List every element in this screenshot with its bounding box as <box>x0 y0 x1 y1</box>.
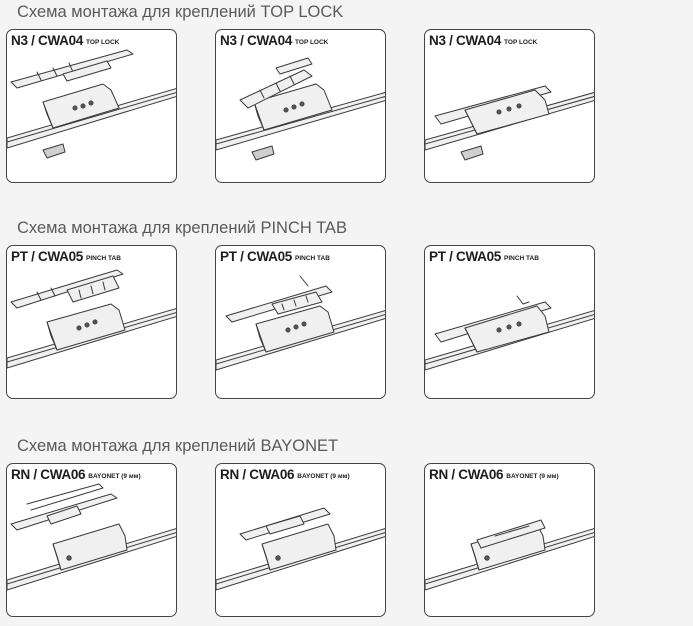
section-title-bayonet: Схема монтажа для креплений BAYONET <box>17 437 339 455</box>
card-bayonet-1 <box>6 463 177 617</box>
bayonet-illustration-3 <box>425 464 595 617</box>
card-label: PT / CWA05 PINCH TAB <box>429 249 539 264</box>
section-title-top-lock: Схема монтажа для креплений TOP LOCK <box>17 3 344 21</box>
bayonet-illustration-2 <box>216 464 386 617</box>
card-top-lock-1 <box>6 29 177 183</box>
section-title-pinch-tab: Схема монтажа для креплений PINCH TAB <box>17 219 347 237</box>
top-lock-illustration-2 <box>216 30 386 183</box>
card-bayonet-2 <box>215 463 386 617</box>
card-label: RN / CWA06 BAYONET (9 мм) <box>429 467 559 482</box>
card-pinch-tab-3 <box>424 245 595 399</box>
card-pinch-tab-2 <box>215 245 386 399</box>
card-label: N3 / CWA04 TOP LOCK <box>11 33 120 48</box>
pinch-tab-illustration-3 <box>425 246 595 399</box>
card-label: RN / CWA06 BAYONET (9 мм) <box>220 467 350 482</box>
card-label: N3 / CWA04 TOP LOCK <box>220 33 329 48</box>
top-lock-illustration-3 <box>425 30 595 183</box>
card-bayonet-3 <box>424 463 595 617</box>
card-pinch-tab-1 <box>6 245 177 399</box>
card-top-lock-2 <box>215 29 386 183</box>
card-top-lock-3 <box>424 29 595 183</box>
card-label: RN / CWA06 BAYONET (9 мм) <box>11 467 141 482</box>
top-lock-illustration-1 <box>7 30 177 183</box>
card-label: N3 / CWA04 TOP LOCK <box>429 33 538 48</box>
pinch-tab-illustration-1 <box>7 246 177 399</box>
bayonet-illustration-1 <box>7 464 177 617</box>
card-label: PT / CWA05 PINCH TAB <box>220 249 330 264</box>
card-label: PT / CWA05 PINCH TAB <box>11 249 121 264</box>
pinch-tab-illustration-2 <box>216 246 386 399</box>
